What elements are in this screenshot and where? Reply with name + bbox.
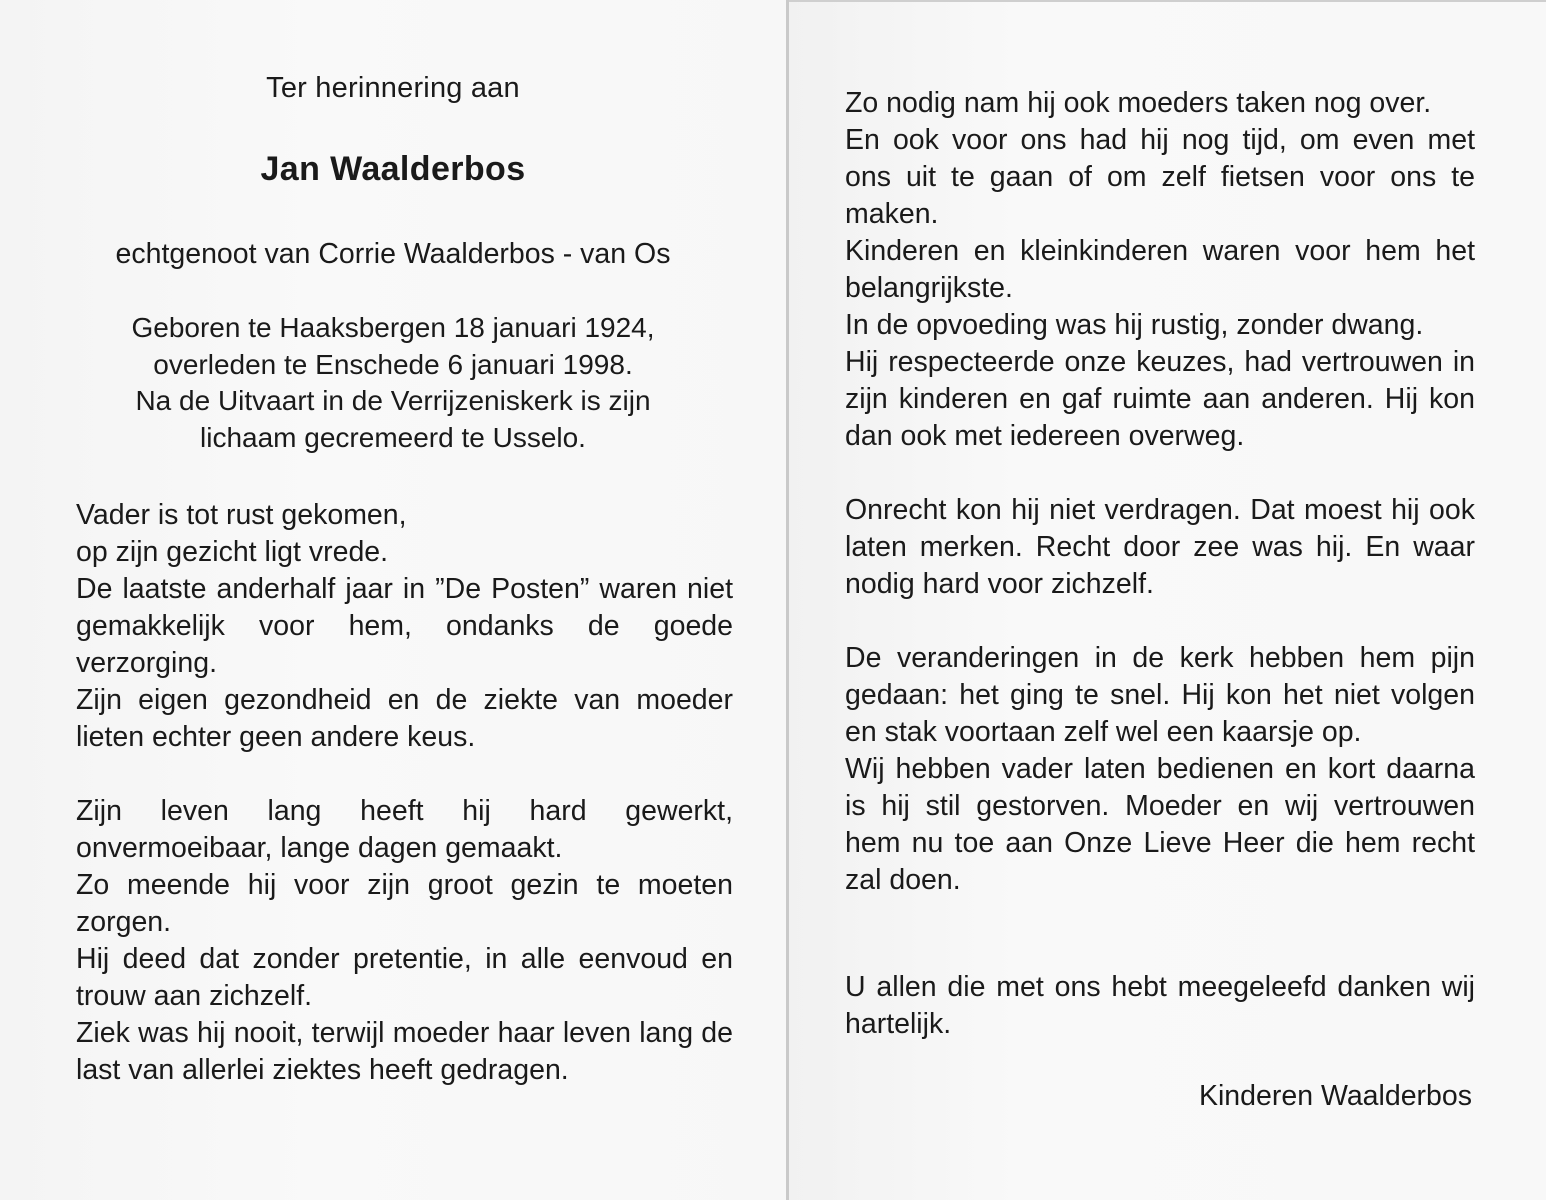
- closing-thanks: U allen die met ons hebt meegeleefd danken wij hartelijk.: [845, 971, 1475, 1040]
- paragraph: Wij hebben vader laten bedienen en kort daarna is hij stil gestorven. Moeder en wij vertrouwen hem nu toe aan Onze Lieve Heer die hem recht zal doen.: [845, 753, 1475, 896]
- left-memorial-text: [76, 497, 733, 1089]
- life-dates: [0, 310, 786, 456]
- paragraph: Vader is tot rust gekomen,: [76, 499, 407, 531]
- paragraph: Zijn leven lang heeft hij hard gewerkt, onvermoeibaar, lange dagen gemaakt.: [76, 795, 733, 864]
- paragraph: Ziek was hij nooit, terwijl moeder haar leven lang de last van allerlei ziektes heeft gedragen.: [76, 1017, 733, 1086]
- signature: Kinderen Waalderbos: [1198, 1080, 1472, 1112]
- cremation-line: lichaam gecremeerd te Usselo.: [200, 421, 586, 453]
- paragraph: Zo meende hij voor zijn groot gezin te moeten zorgen.: [76, 869, 733, 938]
- paragraph: Onrecht kon hij niet verdragen. Dat moest hij ook laten merken. Recht door zee was hij. En waar nodig hard voor zichzelf.: [845, 494, 1475, 600]
- deceased-name: Jan Waalderbos: [260, 150, 526, 188]
- paragraph: In de opvoeding was hij rustig, zonder dwang.: [845, 309, 1424, 341]
- paragraph: De laatste anderhalf jaar in ”De Posten” waren niet gemakkelijk voor hem, ondanks de goede verzorging.: [76, 573, 733, 679]
- right-memorial-text: [845, 85, 1475, 899]
- paragraph: Hij respecteerde onze keuzes, had vertrouwen in zijn kinderen en gaf ruimte aan anderen. Hij kon dan ook met iedereen overweg.: [845, 346, 1475, 452]
- funeral-line: Na de Uitvaart in de Verrijzeniskerk is zijn: [135, 385, 651, 416]
- death-line: overleden te Enschede 6 januari 1998.: [153, 348, 633, 380]
- intro-text: Ter herinnering aan: [266, 72, 520, 104]
- paragraph: De veranderingen in de kerk hebben hem pijn gedaan: het ging te snel. Hij kon het niet volgen en stak voortaan zelf wel een kaarsje op.: [845, 642, 1475, 748]
- paragraph-gap: [845, 603, 1475, 640]
- paragraph-gap: [845, 455, 1475, 492]
- paragraph: op zijn gezicht ligt vrede.: [76, 536, 389, 568]
- paragraph: Hij deed dat zonder pretentie, in alle eenvoud en trouw aan zichzelf.: [76, 943, 733, 1012]
- paragraph: En ook voor ons had hij nog tijd, om even met ons uit te gaan of om zelf fietsen voor ons te maken.: [845, 124, 1475, 230]
- paragraph-gap: [76, 756, 733, 793]
- paragraph: Kinderen en kleinkinderen waren voor hem het belangrijkste.: [845, 235, 1475, 304]
- paragraph: Zo nodig nam hij ook moeders taken nog over.: [845, 87, 1432, 119]
- paragraph: Zijn eigen gezondheid en de ziekte van moeder lieten echter geen andere keus.: [76, 684, 733, 753]
- birth-line: Geboren te Haaksbergen 18 januari 1924,: [131, 312, 655, 343]
- spouse-line: echtgenoot van Corrie Waalderbos - van Os: [115, 238, 671, 270]
